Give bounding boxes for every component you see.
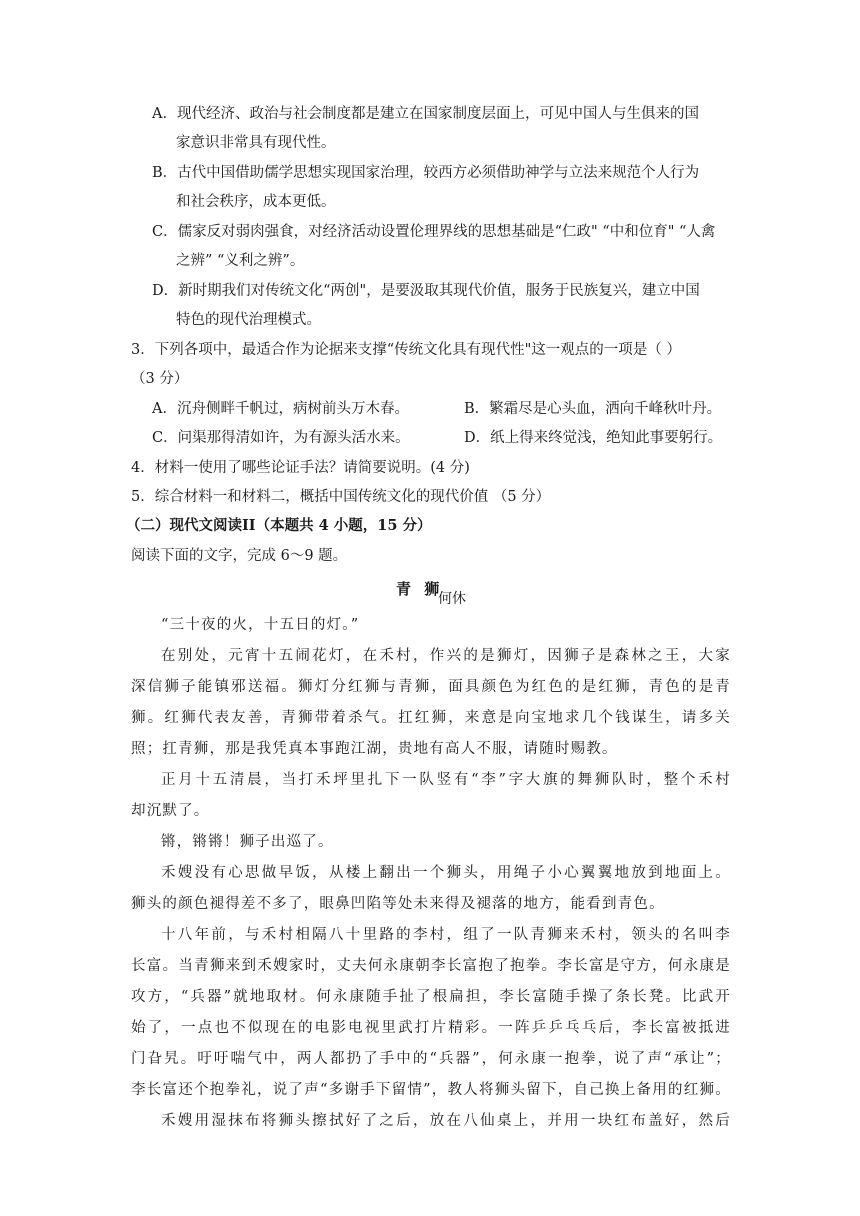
question-4: 4．材料一使用了哪些论证手法？请简要说明。(4 分) [131, 460, 470, 476]
story-line: “三十夜的火，十五日的灯。” [161, 617, 360, 633]
story-title: 青 狮 [396, 580, 444, 598]
question-3-score: （3 分） [131, 371, 189, 387]
story-line: 攻方，“兵器”就地取材。何永康随手扯了根扁担，李长富随手操了条长凳。比武开 [131, 989, 731, 1005]
story-line: 却沉默了。 [131, 803, 210, 819]
story-body [131, 610, 731, 1137]
story-line: 照；扛青狮，那是我凭真本事跑江湖，贵地有高人不服，请随时赐教。 [131, 741, 618, 757]
question-5: 5．综合材料一和材料二，概括中国传统文化的现代价值 （5 分） [131, 489, 551, 505]
story-line: 李长富还个抱拳礼，说了声“多谢手下留情”，教人将狮头留下，自己换上备用的红狮。 [131, 1082, 731, 1098]
story-line: 十八年前，与禾村相隔八十里路的李村，组了一队青狮来禾村，领头的名叫李 [161, 927, 731, 943]
option-a-line1: A．现代经济、政治与社会制度都是建立在国家制度层面上，可见中国人与生俱来的国 [152, 106, 699, 122]
story-line: 长富。当青狮来到禾嫂家时，丈夫何永康朝李长富抱了抱拳。李长富是守方，何永康是 [131, 958, 731, 974]
story-line: 禾嫂用湿抹布将狮头擦拭好了之后，放在八仙桌上，并用一块红布盖好，然后 [161, 1113, 731, 1129]
story-line: 锵，锵锵！狮子出巡了。 [161, 834, 334, 850]
section-heading: （二）现代文阅读II（本题共 4 小题，15 分） [126, 517, 432, 534]
option-b-line1: B．古代中国借助儒学思想实现国家治理，较西方必须借助神学与立法来规范个人行为 [152, 165, 700, 181]
story-line: 门旮旯。吁吁喘气中，两人都扔了手中的“兵器”，何永康一抱拳，说了声“承让”； [131, 1051, 731, 1067]
option-d-line1: D．新时期我们对传统文化“两创"，是要汲取其现代价值，服务于民族复兴，建立中国 [152, 283, 700, 299]
q3-choice-d: D．纸上得来终觉浅，绝知此事要躬行。 [464, 430, 723, 446]
option-c-line1: C．儒家反对弱肉强食，对经济活动设置伦理界线的思想基础是“仁政" “中和位育" “人禽 [152, 224, 716, 240]
option-a-line2: 家意识非常具有现代性。 [176, 135, 336, 151]
story-line: 在别处，元宵十五闹花灯，在禾村，作兴的是狮灯，因狮子是森林之王，大家 [161, 648, 731, 664]
q3-choice-b: B．繁霜尽是心头血，洒向千峰秋叶丹。 [464, 401, 722, 417]
question-3-stem: 3．下列各项中，最适合作为论据来支撑“传统文化具有现代性"这一观点的一项是（ ） [131, 342, 681, 358]
q3-choice-c: C．问渠那得清如许，为有源头活水来。 [152, 430, 410, 446]
story-line: 禾嫂没有心思做早饭，从楼上翻出一个狮头，用绳子小心翼翼地放到地面上。 [161, 865, 731, 881]
story-author: 何休 [438, 591, 466, 607]
option-d-line2: 特色的现代治理模式。 [176, 312, 321, 328]
story-line: 始了，一点也不似现在的电影电视里武打片精彩。一阵乒乒乓乓后，李长富被抵进 [131, 1020, 731, 1036]
reading-instruction: 阅读下面的文字，完成 6～9 题。 [131, 548, 348, 564]
story-line: 正月十五清晨，当打禾坪里扎下一队竖有“李”字大旗的舞狮队时，整个禾村 [161, 772, 731, 788]
q3-choice-a: A．沉舟侧畔千帆过，病树前头万木春。 [152, 401, 409, 417]
option-c-line2: 之辨” “义利之辨”。 [176, 253, 305, 269]
story-line: 狮头的颜色褪得差不多了，眼鼻凹陷等处未来得及褪落的地方，能看到青色。 [131, 896, 665, 912]
story-line: 深信狮子能镇邪送福。狮灯分红狮与青狮，面具颜色为红色的是红狮，青色的是青 [131, 679, 731, 695]
story-line: 狮。红狮代表友善，青狮带着杀气。扛红狮，来意是向宝地求几个钱谋生，请多关 [131, 710, 731, 726]
option-b-line2: 和社会秩序，成本更低。 [176, 194, 336, 210]
